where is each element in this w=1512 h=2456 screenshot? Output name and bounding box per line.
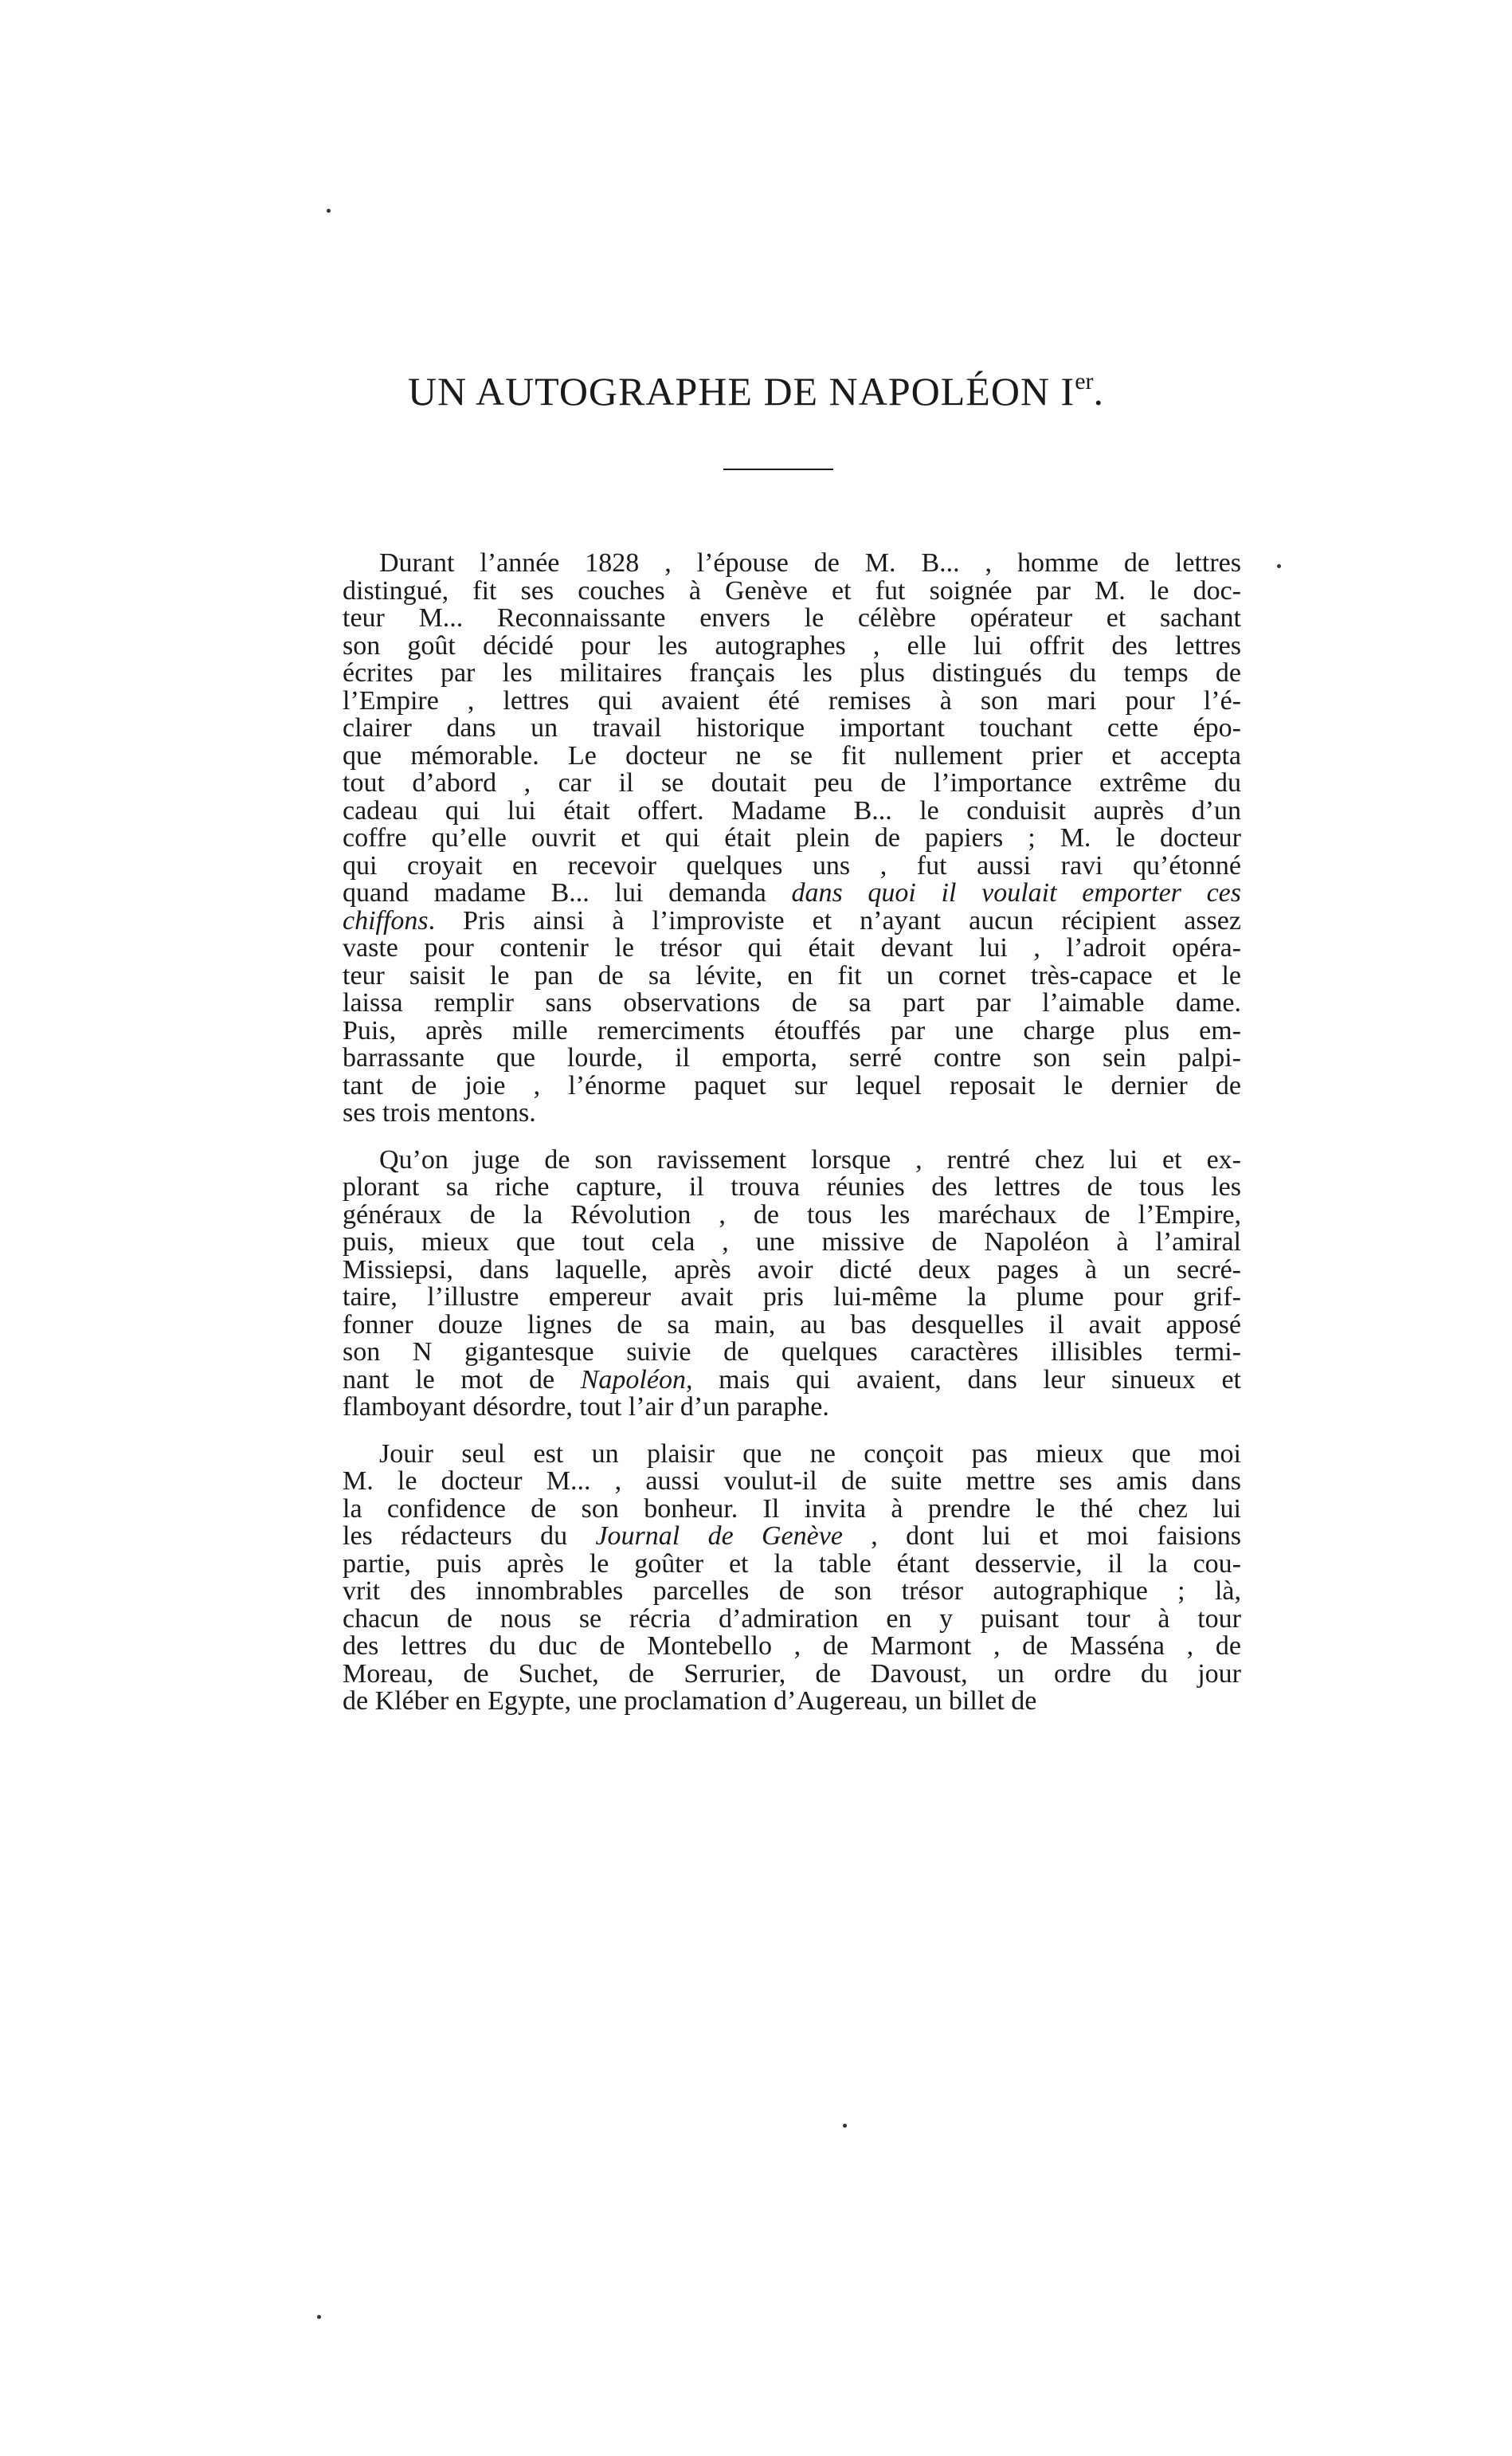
text-line [343,740,1241,771]
text-line [343,1254,1241,1285]
text-line [343,1174,1241,1202]
text-line [343,1578,1241,1606]
text-line [343,960,1241,991]
text-segment: M. le docteur M... , aussi voulut-il de suite mettre ses amis dans [343,1466,1241,1496]
text-line [343,850,1241,881]
paragraph [343,550,1241,1128]
print-speck [843,2124,847,2128]
title-period: . [1093,369,1104,414]
text-line [343,1339,1241,1367]
text-segment: son goût décidé pour les autographes , elle lui offrit des lettres [343,630,1241,661]
text-segment: tant de joie , l’énorme paquet sur lequel reposait le dernier de [343,1070,1241,1100]
text-segment: de Kléber en Egypte, une proclamation d’Augereau, un billet de [343,1686,1037,1716]
text-line [343,1633,1241,1661]
text-line [343,905,1241,936]
text-line [343,1045,1241,1073]
paragraph [343,1438,1241,1716]
text-segment: teur M... Reconnaissante envers le célèbre opérateur et sachant [343,603,1241,633]
text-segment: ses trois mentons. [343,1098,536,1128]
text-line [343,1468,1241,1496]
text-segment: nant le mot de [343,1364,581,1395]
text-segment: vrit des innombrables parcelles de son trésor autographique ; là, [343,1576,1241,1606]
title-text: UN AUTOGRAPHE DE NAPOLÉON I [408,369,1075,414]
text-segment: barrassante que lourde, il emporta, serré contre son sein palpi- [343,1043,1241,1073]
body-text [343,550,1241,1716]
text-line [343,630,1241,661]
text-line [343,605,1241,633]
paragraph [343,1144,1241,1422]
text-line [343,990,1241,1018]
text-segment: coffre qu’elle ouvrit et qui était plein de papiers ; M. le docteur [343,823,1241,853]
text-segment: , dont lui et moi faisions [842,1521,1241,1551]
title-superscript: er [1075,368,1094,394]
text-line [343,575,1241,606]
text-segment: l’Empire , lettres qui avaient été remises à son mari pour l’é- [343,685,1241,716]
italic-text: Napoléon, [580,1364,693,1395]
text-segment: Moreau, de Suchet, de Serrurier, de Davoust, un ordre du jour [343,1658,1241,1689]
print-speck [1277,564,1281,568]
text-segment: mais qui avaient, dans leur sinueux et [692,1364,1241,1395]
text-segment: Missiepsi, dans laquelle, après avoir dicté deux pages à un secré- [343,1254,1241,1285]
text-segment: plorant sa riche capture, il trouva réunies des lettres de tous les [343,1172,1241,1202]
text-segment: fonner douze lignes de sa main, au bas desquelles il avait apposé [343,1309,1241,1340]
page-title [0,368,1512,414]
text-segment: taire, l’illustre empereur avait pris lui-même la plume pour grif- [343,1282,1241,1312]
text-segment: cadeau qui lui était offert. Madame B... le conduisit auprès d’un [343,795,1241,826]
text-line [343,1144,1241,1175]
text-segment: Puis, après mille remerciments étouffés par une charge plus em- [343,1015,1241,1046]
text-segment: les rédacteurs du [343,1521,596,1551]
text-segment: flamboyant désordre, tout l’air d’un paraphe. [343,1392,829,1422]
text-line [343,935,1241,963]
text-segment: Durant l’année 1828 , l’épouse de M. B... , homme de lettres [379,548,1241,578]
text-segment: Jouir seul est un plaisir que ne conçoit pas mieux que moi [379,1438,1241,1469]
text-segment: la confidence de son bonheur. Il invita à prendre le thé chez lui [343,1493,1241,1524]
text-segment: quand madame B... lui demanda [343,878,792,908]
text-segment: teur saisit le pan de sa lévite, en fit un cornet très-capace et le [343,960,1241,991]
text-line [343,1199,1241,1230]
text-line [343,1309,1241,1340]
text-segment: laissa remplir sans observations de sa part par l’aimable dame. [343,988,1241,1018]
text-line [343,1493,1241,1524]
text-line [343,1229,1241,1257]
text-line [343,1284,1241,1312]
text-segment: son N gigantesque suivie de quelques caractères illisibles termi- [343,1337,1241,1367]
text-line [343,1015,1241,1046]
text-segment: vaste pour contenir le trésor qui était devant lui , l’adroit opéra- [343,933,1241,963]
text-line [343,1688,1241,1716]
text-line [343,1364,1241,1395]
text-segment: des lettres du duc de Montebello , de Marmont , de Masséna , de [343,1631,1241,1661]
text-line [343,1658,1241,1689]
text-segment: qui croyait en recevoir quelques uns , fut aussi ravi qu’étonné [343,850,1241,881]
text-line [343,660,1241,688]
text-line [343,1548,1241,1579]
text-line [343,550,1241,578]
text-line [343,825,1241,853]
print-speck [327,209,331,213]
text-line [343,1070,1241,1100]
text-segment: puis, mieux que tout cela , une missive de Napoléon à l’amiral [343,1227,1241,1257]
text-segment: partie, puis après le goûter et la table étant desservie, il la cou- [343,1548,1241,1579]
italic-text: dans quoi il voulait emporter ces [791,878,1242,908]
italic-text: Journal de Genève [595,1521,843,1551]
text-line [343,1394,1241,1422]
text-line [343,880,1241,908]
text-segment: tout d’abord , car il se doutait peu de l’importance extrême du [343,768,1241,798]
text-segment: que mémorable. Le docteur ne se fit nullement prier et accepta [343,740,1241,771]
text-line [343,1523,1241,1551]
text-line [343,1100,1241,1128]
italic-text: chiffons [343,905,429,936]
text-line [343,715,1241,743]
text-line [343,770,1241,798]
print-speck [317,2315,321,2319]
text-line [343,685,1241,716]
text-line [343,1603,1241,1634]
text-segment: généraux de la Révolution , de tous les maréchaux de l’Empire, [343,1199,1241,1230]
text-segment: Qu’on juge de son ravissement lorsque , rentré chez lui et ex- [379,1144,1241,1175]
text-segment: clairer dans un travail historique important touchant cette épo- [343,713,1241,743]
text-segment: distingué, fit ses couches à Genève et fut soignée par M. le doc- [343,575,1241,606]
text-line [343,1438,1241,1469]
text-segment: chacun de nous se récria d’admiration en y puisant tour à tour [343,1603,1241,1634]
text-line [343,795,1241,826]
title-divider [723,469,833,470]
text-segment: écrites par les militaires français les plus distingués du temps de [343,658,1241,688]
text-segment: . Pris ainsi à l’improviste et n’ayant aucun récipient assez [428,905,1241,936]
